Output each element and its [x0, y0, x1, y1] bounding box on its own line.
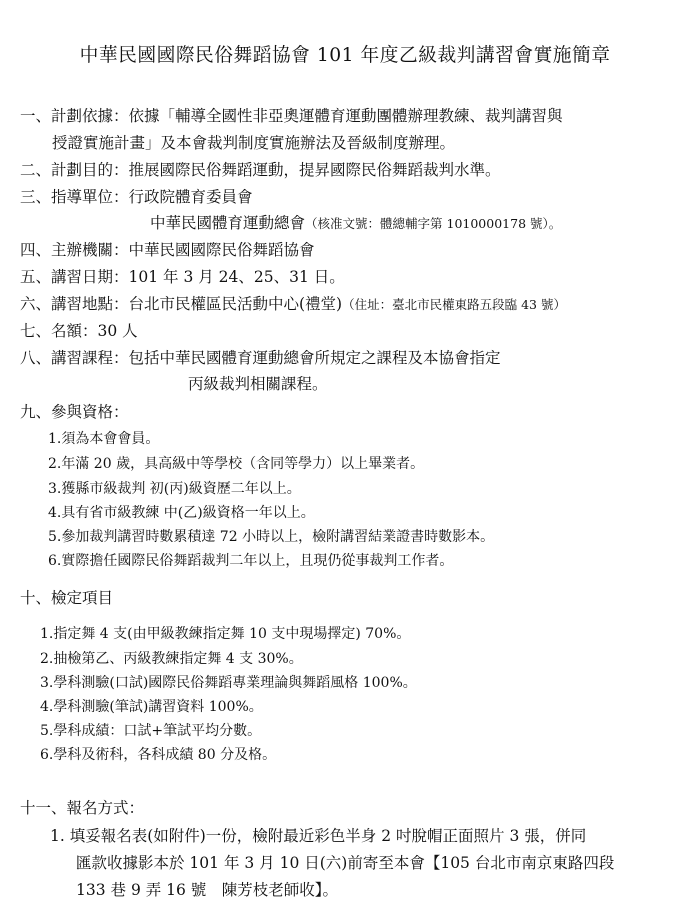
- section-8-line-1: 八、講習課程：包括中華民國體育運動總會所規定之課程及本協會指定: [20, 349, 501, 367]
- section-11-item-1-line-3: 133 巷 9 弄 16 號 陳芳枝老師收】。: [76, 881, 339, 899]
- section-10-item-1: 1.指定舞 4 支(由甲級教練指定舞 10 支中現場擇定) 70%。: [40, 626, 411, 642]
- section-9-item-6: 6.實際擔任國際民俗舞蹈裁判二年以上，且現仍從事裁判工作者。: [48, 553, 454, 569]
- section-2: 二、計劃目的：推展國際民俗舞蹈運動，提昇國際民俗舞蹈裁判水準。: [20, 161, 501, 179]
- document-title: 中華民國國際民俗舞蹈協會 101 年度乙級裁判講習會實施簡章: [79, 44, 611, 66]
- section-1-line-1: 一、計劃依據：依據「輔導全國性非亞奧運體育運動團體辦理教練、裁判講習與: [20, 107, 563, 125]
- section-9-heading: 九、參與資格：: [20, 403, 129, 421]
- section-9-item-5: 5.參加裁判講習時數累積達 72 小時以上，檢附講習結業證書時數影本。: [48, 529, 495, 545]
- section-1-line-2: 授證實施計畫」及本會裁判制度實施辦法及晉級制度辦理。: [52, 134, 456, 152]
- section-9-item-3: 3.獲縣市級裁判 初(丙)級資歷二年以上。: [48, 481, 301, 497]
- section-10-heading: 十、檢定項目: [20, 589, 114, 607]
- section-3-line-1: 三、指導單位：行政院體育委員會: [20, 188, 253, 206]
- section-9-item-2: 2.年滿 20 歲，具高級中等學校（含同等學力）以上畢業者。: [48, 456, 425, 472]
- section-11-heading: 十一、報名方式：: [20, 799, 145, 817]
- section-10-item-2: 2.抽檢第乙、丙級教練指定舞 4 支 30%。: [40, 651, 303, 667]
- section-5: 五、講習日期：101 年 3 月 24、25、31 日。: [20, 268, 345, 286]
- section-4: 四、主辦機關：中華民國國際民俗舞蹈協會: [20, 241, 315, 259]
- section-10-item-5: 5.學科成績：口試+筆試平均分數。: [40, 723, 262, 739]
- section-10-item-4: 4.學科測驗(筆試)講習資料 100%。: [40, 699, 263, 715]
- section-10-item-3: 3.學科測驗(口試)國際民俗舞蹈專業理論與舞蹈風格 100%。: [40, 675, 417, 691]
- section-11-item-1-line-1: 1. 填妥報名表(如附件)一份，檢附最近彩色半身 2 吋脫帽正面照片 3 張，併同: [50, 827, 587, 845]
- section-10-item-6: 6.學科及術科，各科成績 80 分及格。: [40, 747, 277, 763]
- section-6-address-note: （住址：臺北市民權東路五段臨 43 號）: [342, 297, 566, 312]
- section-3-line-2: [150, 213, 561, 234]
- section-3-approval-note: （核准文號：體總輔字第 1010000178 號）。: [305, 216, 562, 231]
- section-9-item-1: 1.須為本會會員。: [48, 431, 160, 447]
- section-7: 七、名額：30 人: [20, 322, 138, 340]
- section-6: [20, 294, 566, 315]
- section-11-item-1-line-2: 匯款收據影本於 101 年 3 月 10 日(六)前寄至本會【105 台北市南京東路四段: [76, 854, 615, 872]
- section-6-venue: 六、講習地點：台北市民權區民活動中心(禮堂): [20, 295, 343, 313]
- section-9-item-4: 4.具有省市級教練 中(乙)級資格一年以上。: [48, 505, 315, 521]
- section-3-org: 中華民國體育運動總會: [150, 214, 306, 232]
- section-8-line-2: 丙級裁判相關課程。: [188, 375, 328, 393]
